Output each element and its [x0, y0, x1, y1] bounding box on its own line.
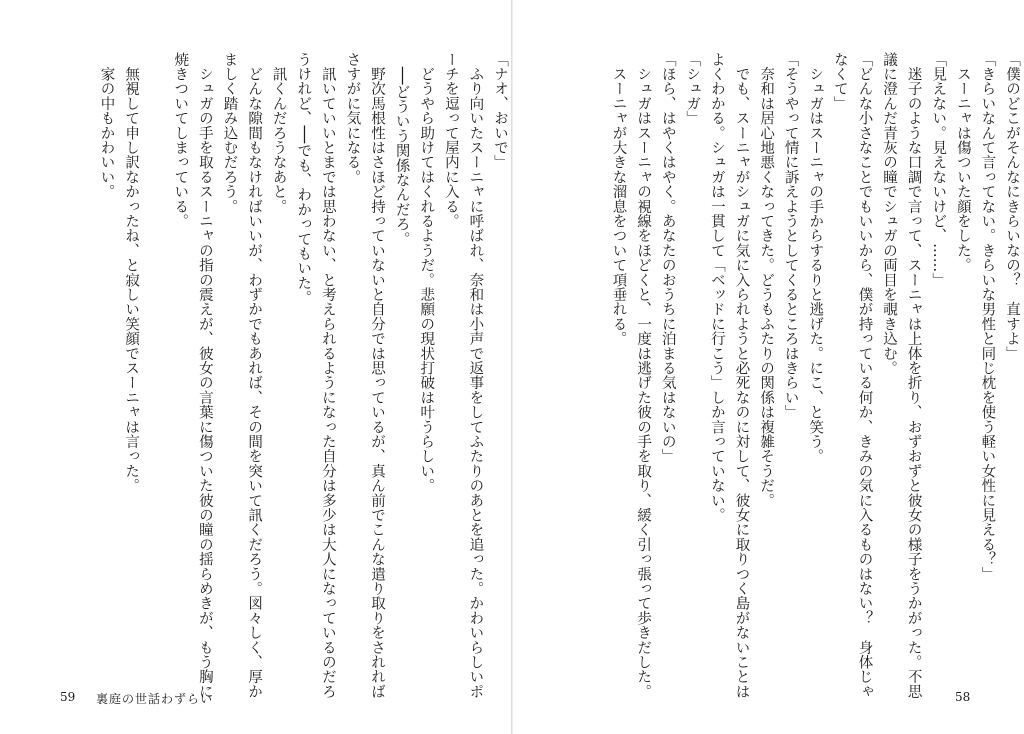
- right-line-7: 「どんな小さなことでもいいから、僕が持っている何か、きみの気に入るものはない？ 身体じゃ: [856, 52, 873, 699]
- right-line-9: シュガはスーニャの手からするりと逃げた。にこ、と笑う。: [807, 52, 824, 464]
- left-line-11: どんな隙間もなければいいが、わずかでもあれば、その間を突いて訊くだろう。図々しく、厚か: [246, 52, 263, 699]
- right-line-13: よくわかる。シュガは一貫して「ベッドに行こう」しか言っていない。: [708, 52, 725, 523]
- left-line-16: 無視して申し訳なかったね、と寂しい笑顔でスーニャは言った。: [123, 52, 140, 493]
- left-line-4: どうやら助けてはくれるようだ。悲願の現状打破は叶うらしい。: [418, 52, 435, 493]
- left-line-10: 訊くんだろうなあと。: [270, 52, 287, 214]
- right-line-6: 議に澄んだ青灰の瞳でシュガの両目を覗き込む。: [881, 52, 898, 376]
- left-line-8: 訊いていいとまでは思わない、と考えられるようになった自分は多少は大人になっているのだろ: [319, 52, 336, 699]
- left-line-12: ましく踏み込むだろう。: [221, 52, 238, 214]
- right-line-11: 奈和は居心地悪くなってきた。どうもふたりの関係は複雑そうだ。: [758, 52, 775, 508]
- right-page-number: 58: [955, 690, 971, 704]
- left-line-3: ーチを逗って屋内に入る。: [442, 52, 459, 229]
- right-line-12: でも、スーニャがシュガに気に入られようと必死なのに対して、彼女に取りつく島がないことは: [733, 52, 750, 699]
- left-line-17: 家の中もかわいい。: [98, 52, 115, 199]
- right-line-8: なくて」: [831, 52, 848, 111]
- right-line-5: 迷子のような口調で言って、スーニャは上体を折り、おずおずと彼女の様子をうかがった。不思: [905, 52, 922, 699]
- right-line-1: 「僕のどこがそんなにきらいなの？ 直すよ」: [1004, 52, 1020, 361]
- left-page-number: 59: [60, 690, 76, 704]
- right-line-4: 「見えない。見えないけど、……」: [930, 52, 947, 288]
- left-line-6: 野次馬根性はさほど持っていないと自分では思っているが、真ん前でこんな遣り取りをされれば: [369, 52, 386, 699]
- right-line-2: 「きらいなんて言ってない。きらいな男性と同じ枕を使う軽い女性に見える？」: [979, 52, 996, 582]
- left-line-13: シュガの手を取るスーニャの指の震えが、彼女の言葉に傷ついた彼の瞳の揺らめきが、もう胸に: [196, 52, 213, 699]
- right-line-16: シュガはスーニャの視線をほどくと、一度は逃げた彼の手を取り、緩く引っ張って歩きだした。: [635, 52, 652, 699]
- left-line-5: ──どういう関係なんだろ。: [393, 52, 410, 247]
- right-line-17: スーニャが大きな溜息をついて項垂れる。: [610, 52, 627, 346]
- right-line-15: 「ほら、はやくはやく。あなたのおうちに泊まる気はないの」: [659, 52, 676, 464]
- left-line-7: さすがに気になる。: [344, 52, 361, 185]
- left-line-2: ふり向いたスーニャに呼ばれ、奈和は小声で返事をしてふたりのあとを追った。かわいらしいポ: [467, 52, 484, 699]
- right-page: [512, 0, 1024, 734]
- right-line-10: 「そうやって情に訴えようとしてくるところはきらい」: [782, 52, 799, 420]
- right-line-14: 「シュガ」: [684, 52, 701, 126]
- left-line-blank: [143, 52, 168, 692]
- left-line-9: うけれど、──でも、わかってもいた。: [295, 52, 312, 306]
- running-head: 裏庭の世話わずらい: [96, 692, 214, 706]
- right-line-3: スーニャは傷ついた顔をした。: [954, 52, 971, 273]
- left-line-14: 焼きついてしまっている。: [172, 52, 189, 229]
- left-line-1: 「ナオ、おいで」: [492, 52, 508, 170]
